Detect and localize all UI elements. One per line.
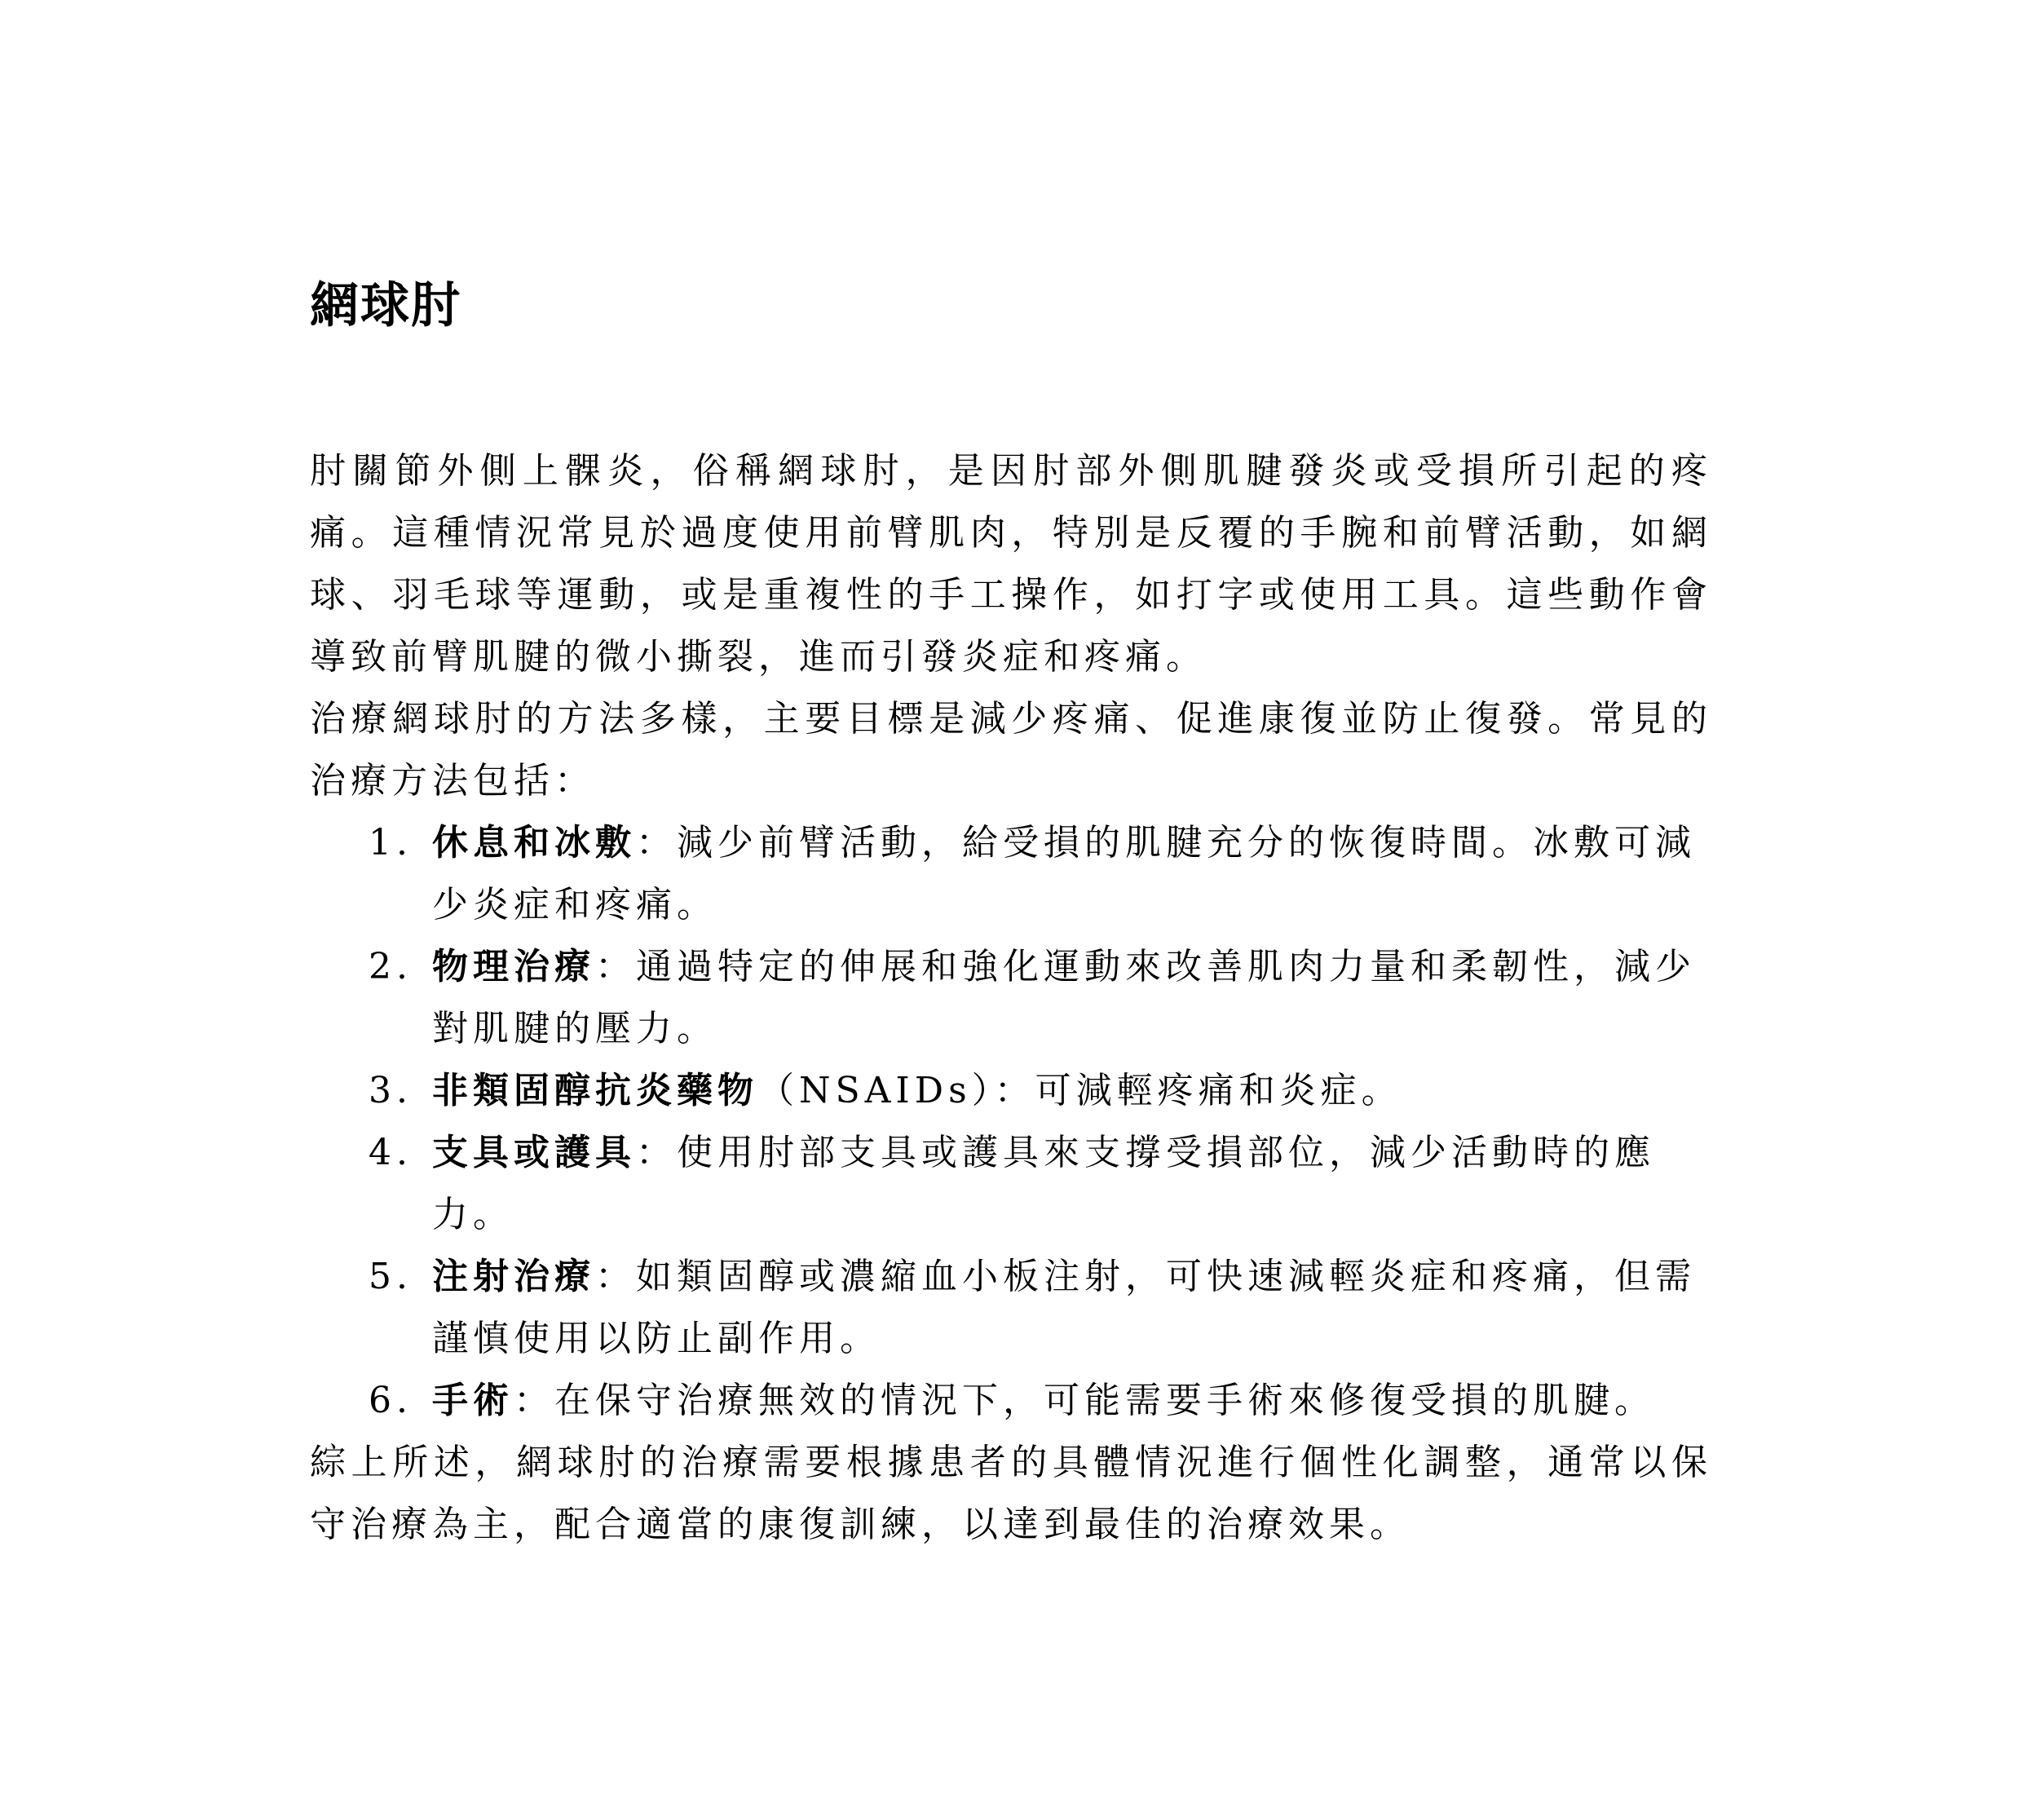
- list-item-term: 手術: [432, 1380, 514, 1421]
- list-item: [310, 1122, 1712, 1246]
- list-item-description: （NSAIDs）：可減輕疼痛和炎症。: [758, 1070, 1402, 1111]
- list-item-term: 注射治療: [432, 1256, 595, 1297]
- list-item-term: 支具或護具: [432, 1132, 636, 1173]
- document-body: [310, 440, 1712, 1556]
- list-item-term: 休息和冰敷: [432, 822, 636, 864]
- list-item-description: ：通過特定的伸展和強化運動來改善肌肉力量和柔韌性，減少對肌腱的壓力。: [432, 946, 1696, 1049]
- treatment-intro-paragraph: 治療網球肘的方法多樣，主要目標是減少疼痛、促進康復並防止復發。常見的治療方法包括：: [310, 698, 1712, 802]
- intro-paragraph: 肘關節外側上髁炎，俗稱網球肘，是因肘部外側肌腱發炎或受損所引起的疼痛。這種情況常見於過度使用前臂肌肉，特別是反覆的手腕和前臂活動，如網球、羽毛球等運動，或是重複性的手工操作，如打字或使用工具。這些動作會導致前臂肌腱的微小撕裂，進而引發炎症和疼痛。: [310, 450, 1712, 678]
- list-item: [310, 936, 1712, 1060]
- list-item-description: ：如類固醇或濃縮血小板注射，可快速減輕炎症和疼痛，但需謹慎使用以防止副作用。: [432, 1256, 1696, 1359]
- list-item: [310, 1246, 1712, 1370]
- list-item: [310, 1060, 1712, 1122]
- conclusion-paragraph: 綜上所述，網球肘的治療需要根據患者的具體情況進行個性化調整，通常以保守治療為主，配合適當的康復訓練，以達到最佳的治療效果。: [310, 1442, 1712, 1545]
- list-item-term: 物理治療: [432, 946, 595, 987]
- list-item: [310, 1370, 1712, 1432]
- list-item-number: 3.: [369, 1070, 413, 1111]
- list-item-number: 6.: [369, 1380, 413, 1421]
- list-item-description: ：在保守治療無效的情況下，可能需要手術來修復受損的肌腱。: [514, 1380, 1655, 1421]
- list-item-description: ：減少前臂活動，給受損的肌腱充分的恢復時間。冰敷可減少炎症和疼痛。: [432, 822, 1696, 925]
- list-item-number: 1.: [369, 822, 413, 864]
- list-item-number: 5.: [369, 1256, 413, 1297]
- list-item-term: 非類固醇抗炎藥物: [432, 1070, 758, 1111]
- treatment-list: [310, 812, 1712, 1432]
- list-item-description: ：使用肘部支具或護具來支撐受損部位，減少活動時的應力。: [432, 1132, 1655, 1235]
- document-page: [310, 269, 1712, 1556]
- list-item-number: 4.: [369, 1132, 413, 1173]
- list-item-number: 2.: [369, 946, 413, 987]
- list-item: [310, 812, 1712, 936]
- document-title: 網球肘: [310, 277, 461, 334]
